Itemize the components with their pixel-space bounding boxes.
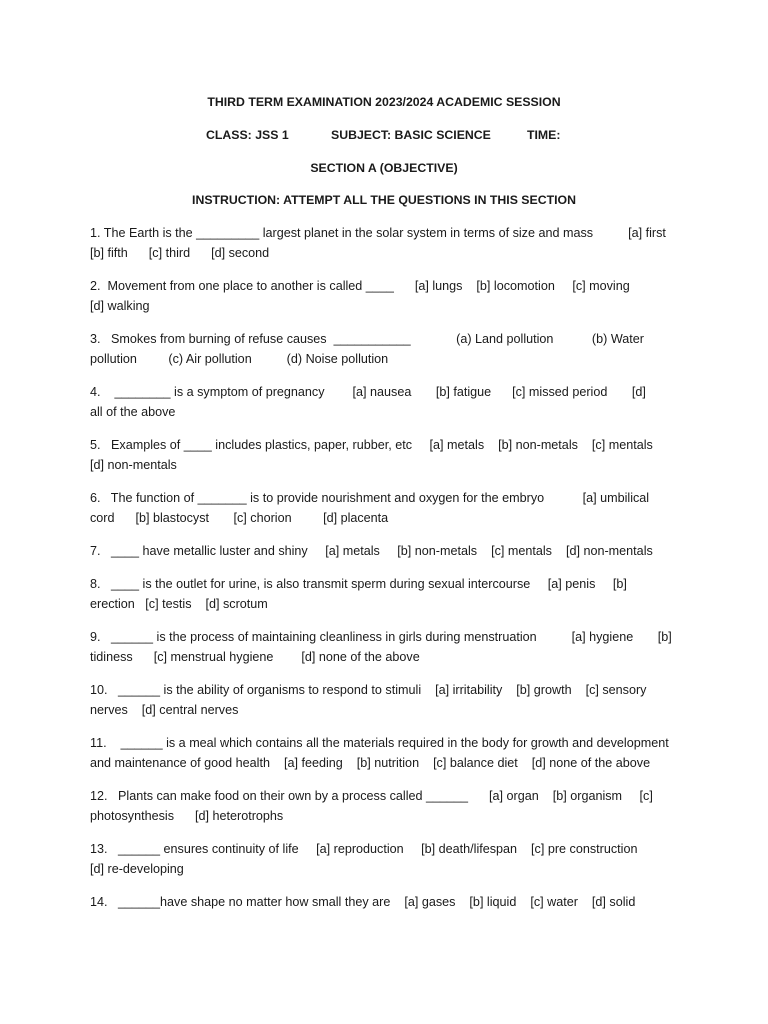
exam-title: THIRD TERM EXAMINATION 2023/2024 ACADEMIC SESSION	[207, 95, 561, 109]
question-line: 12. Plants can make food on their own by a process called ______ [a] organ [b] organism [c]	[90, 789, 653, 803]
question-line: 4. ________ is a symptom of pregnancy [a] nausea [b] fatigue [c] missed period [d]	[90, 385, 646, 399]
question-line: photosynthesis [d] heterotrophs	[90, 809, 284, 823]
question-line: 6. The function of _______ is to provide nourishment and oxygen for the embryo [a] umbilical	[90, 491, 650, 505]
question-line: 14. ______have shape no matter how small they are [a] gases [b] liquid [c] water [d] solid	[90, 895, 636, 909]
question-item	[90, 786, 685, 826]
question-line: [d] re-developing	[90, 862, 184, 876]
question-item	[90, 733, 685, 773]
question-line: erection [c] testis [d] scrotum	[90, 597, 268, 611]
question-item	[90, 329, 685, 369]
question-line: 10. ______ is the ability of organisms to respond to stimuli [a] irritability [b] growth [c] sensory	[90, 683, 647, 697]
question-line: 8. ____ is the outlet for urine, is also transmit sperm during sexual intercourse [a] penis [b]	[90, 577, 627, 591]
question-line: 3. Smokes from burning of refuse causes ___________ (a) Land pollution (b) Water	[90, 332, 644, 346]
class-label: CLASS: JSS 1	[206, 128, 289, 142]
question-item	[90, 541, 685, 561]
question-line: 5. Examples of ____ includes plastics, paper, rubber, etc [a] metals [b] non-metals [c] mentals	[90, 438, 653, 452]
question-line: 9. ______ is the process of maintaining cleanliness in girls during menstruation [a] hygiene [b]	[90, 630, 672, 644]
question-item	[90, 276, 685, 316]
question-line: tidiness [c] menstrual hygiene [d] none of the above	[90, 650, 420, 664]
question-line: 7. ____ have metallic luster and shiny [a] metals [b] non-metals [c] mentals [d] non-mentals	[90, 544, 653, 558]
question-line: 1. The Earth is the _________ largest planet in the solar system in terms of size and mass [a] first	[90, 226, 666, 240]
question-line: 13. ______ ensures continuity of life [a] reproduction [b] death/lifespan [c] pre construction	[90, 842, 638, 856]
question-line: 11. ______ is a meal which contains all the materials required in the body for growth and development	[90, 736, 669, 750]
question-line: all of the above	[90, 405, 176, 419]
question-line: [d] walking	[90, 299, 150, 313]
question-item	[90, 435, 685, 475]
question-line: nerves [d] central nerves	[90, 703, 239, 717]
question-item	[90, 680, 685, 720]
question-item	[90, 627, 685, 667]
question-item	[90, 382, 685, 422]
question-line: cord [b] blastocyst [c] chorion [d] placenta	[90, 511, 389, 525]
question-line: [d] non-mentals	[90, 458, 177, 472]
question-item	[90, 223, 685, 263]
question-item	[90, 839, 685, 879]
question-item	[90, 892, 685, 912]
question-line: [b] fifth [c] third [d] second	[90, 246, 270, 260]
question-line: pollution (c) Air pollution (d) Noise pollution	[90, 352, 389, 366]
instruction-heading: INSTRUCTION: ATTEMPT ALL THE QUESTIONS IN THIS SECTION	[192, 193, 576, 207]
question-item	[90, 488, 685, 528]
subject-label: SUBJECT: BASIC SCIENCE	[331, 128, 491, 142]
question-line: 2. Movement from one place to another is called ____ [a] lungs [b] locomotion [c] moving	[90, 279, 630, 293]
question-item	[90, 574, 685, 614]
section-heading: SECTION A (OBJECTIVE)	[310, 161, 458, 175]
exam-meta-row	[0, 127, 768, 143]
time-label: TIME:	[527, 128, 561, 142]
question-list	[90, 223, 685, 925]
question-line: and maintenance of good health [a] feeding [b] nutrition [c] balance diet [d] none of the above	[90, 756, 651, 770]
